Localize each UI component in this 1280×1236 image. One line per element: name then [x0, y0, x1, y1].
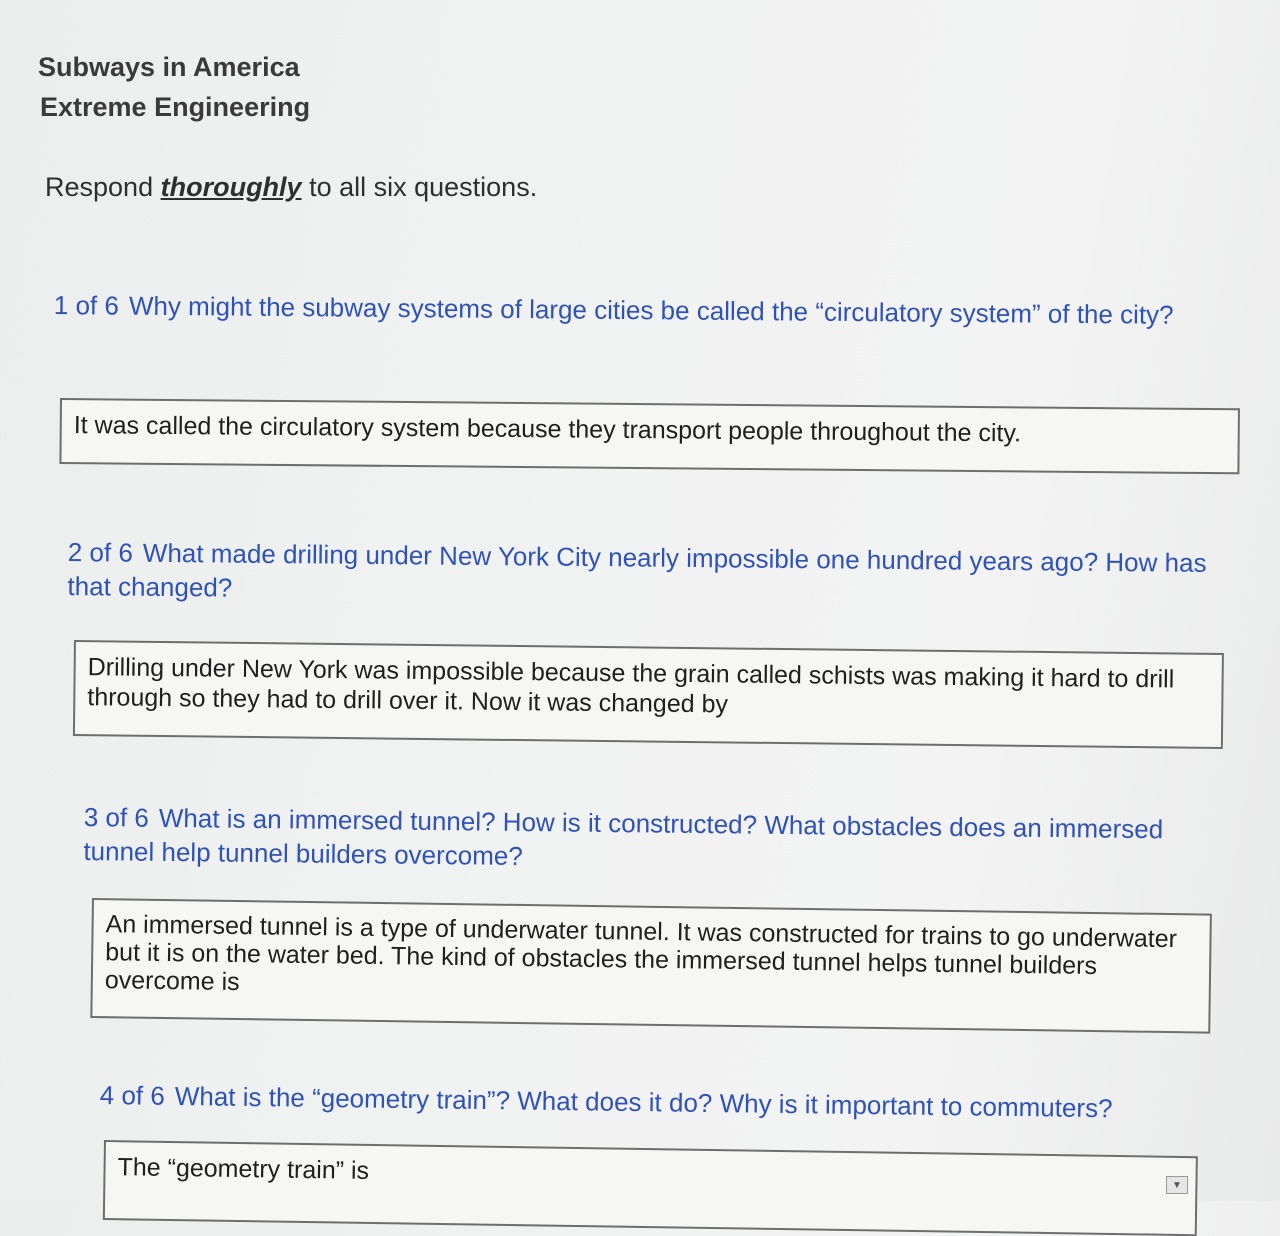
answer-field-3[interactable] — [90, 898, 1212, 1034]
question-text: What is the “geometry train”? What does it do? Why is it important to commuters? — [174, 1080, 1113, 1124]
question-2 — [67, 535, 1238, 614]
question-number: 1 of 6 — [53, 289, 120, 321]
question-number: 2 of 6 — [67, 536, 134, 568]
instructions-text-end: to all six questions. — [301, 172, 538, 202]
answer-text: An immersed tunnel is a type of underwater tunnel. It was constructed for trains to go underwater but it is on the water bed. The kind of obstacles the immersed tunnel helps tunnel builders overcome is — [104, 910, 1178, 997]
question-text: What is an immersed tunnel? How is it constructed? What obstacles does an immersed tunnel help tunnel builders overcome? — [83, 802, 1164, 871]
question-number: 3 of 6 — [83, 801, 150, 833]
answer-text: It was called the circulatory system because they transport people throughout the city. — [73, 411, 1022, 448]
instructions-emphasis: thoroughly — [160, 172, 302, 202]
question-1 — [54, 288, 1214, 332]
answer-field-1[interactable] — [59, 398, 1240, 474]
answer-text: Drilling under New York was impossible because the grain called schists was making it hard to drill through so they had to drill over it. Now it was changed by — [87, 653, 1175, 719]
question-4 — [100, 1078, 1220, 1127]
question-3 — [83, 800, 1214, 881]
instructions — [45, 172, 537, 203]
answer-field-2[interactable] — [73, 640, 1224, 749]
answer-text: The “geometry train” is — [117, 1153, 370, 1185]
question-number: 4 of 6 — [99, 1079, 166, 1111]
question-text: What made drilling under New York City nearly impossible one hundred years ago? How has that changed? — [67, 537, 1207, 603]
page-title: Subways in America — [38, 52, 300, 82]
page-subtitle: Extreme Engineering — [40, 92, 311, 122]
instructions-text-start: Respond — [45, 172, 161, 202]
question-text: Why might the subway systems of large cities be called the “circulatory system” of the city? — [128, 290, 1174, 330]
answer-field-4[interactable] — [103, 1140, 1198, 1236]
chevron-down-icon[interactable]: ▼ — [1166, 1176, 1188, 1194]
